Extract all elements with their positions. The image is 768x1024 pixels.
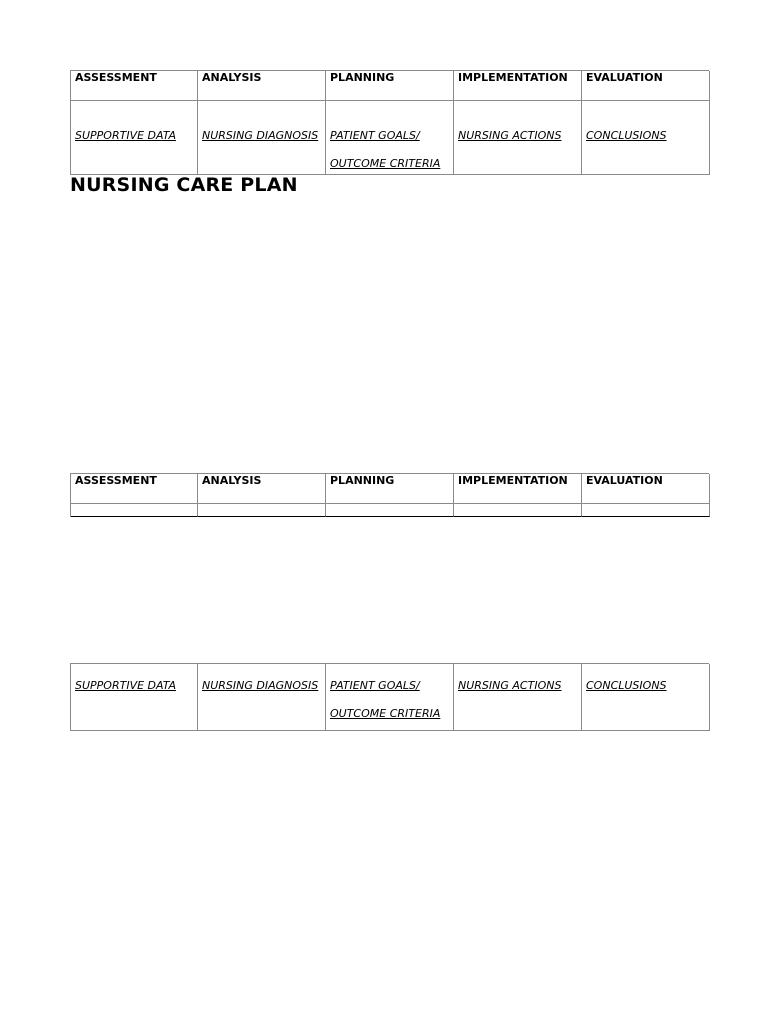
subheader-line: NURSING DIAGNOSIS [202, 129, 319, 142]
header-evaluation: EVALUATION [582, 71, 710, 101]
header-assessment: ASSESSMENT [71, 71, 198, 101]
care-plan-table-subheaders [70, 663, 709, 731]
header-analysis: ANALYSIS [198, 71, 326, 101]
header-evaluation: EVALUATION [582, 474, 710, 504]
empty-cell [326, 504, 454, 517]
subheader-nursing-actions [454, 664, 582, 731]
subheader-supportive-data [71, 664, 198, 731]
subheader-line: OUTCOME CRITERIA [330, 707, 441, 720]
subheader-line: PATIENT GOALS/ [330, 129, 420, 142]
care-plan-table-headers [70, 473, 709, 517]
subheader-nursing-actions [454, 101, 582, 175]
header-planning: PLANNING [326, 474, 454, 504]
subheader-nursing-diagnosis [198, 664, 326, 731]
care-plan-table-top [70, 70, 709, 175]
subheader-nursing-diagnosis [198, 101, 326, 175]
subheader-line: NURSING DIAGNOSIS [202, 679, 319, 692]
subheader-supportive-data [71, 101, 198, 175]
subheader-line: CONCLUSIONS [586, 129, 667, 142]
page-title: NURSING CARE PLAN [70, 174, 298, 196]
empty-cell [71, 504, 198, 517]
header-assessment: ASSESSMENT [71, 474, 198, 504]
empty-cell [454, 504, 582, 517]
header-analysis: ANALYSIS [198, 474, 326, 504]
subheader-conclusions [582, 101, 710, 175]
header-implementation: IMPLEMENTATION [454, 71, 582, 101]
header-implementation: IMPLEMENTATION [454, 474, 582, 504]
subheader-line: PATIENT GOALS/ [330, 679, 420, 692]
subheader-line: NURSING ACTIONS [458, 679, 562, 692]
subheader-line: OUTCOME CRITERIA [330, 157, 441, 170]
subheader-line: SUPPORTIVE DATA [75, 129, 176, 142]
subheader-conclusions [582, 664, 710, 731]
empty-cell [582, 504, 710, 517]
subheader-line: CONCLUSIONS [586, 679, 667, 692]
header-planning: PLANNING [326, 71, 454, 101]
subheader-patient-goals [326, 664, 454, 731]
subheader-line: SUPPORTIVE DATA [75, 679, 176, 692]
subheader-line: NURSING ACTIONS [458, 129, 562, 142]
empty-cell [198, 504, 326, 517]
subheader-patient-goals [326, 101, 454, 175]
